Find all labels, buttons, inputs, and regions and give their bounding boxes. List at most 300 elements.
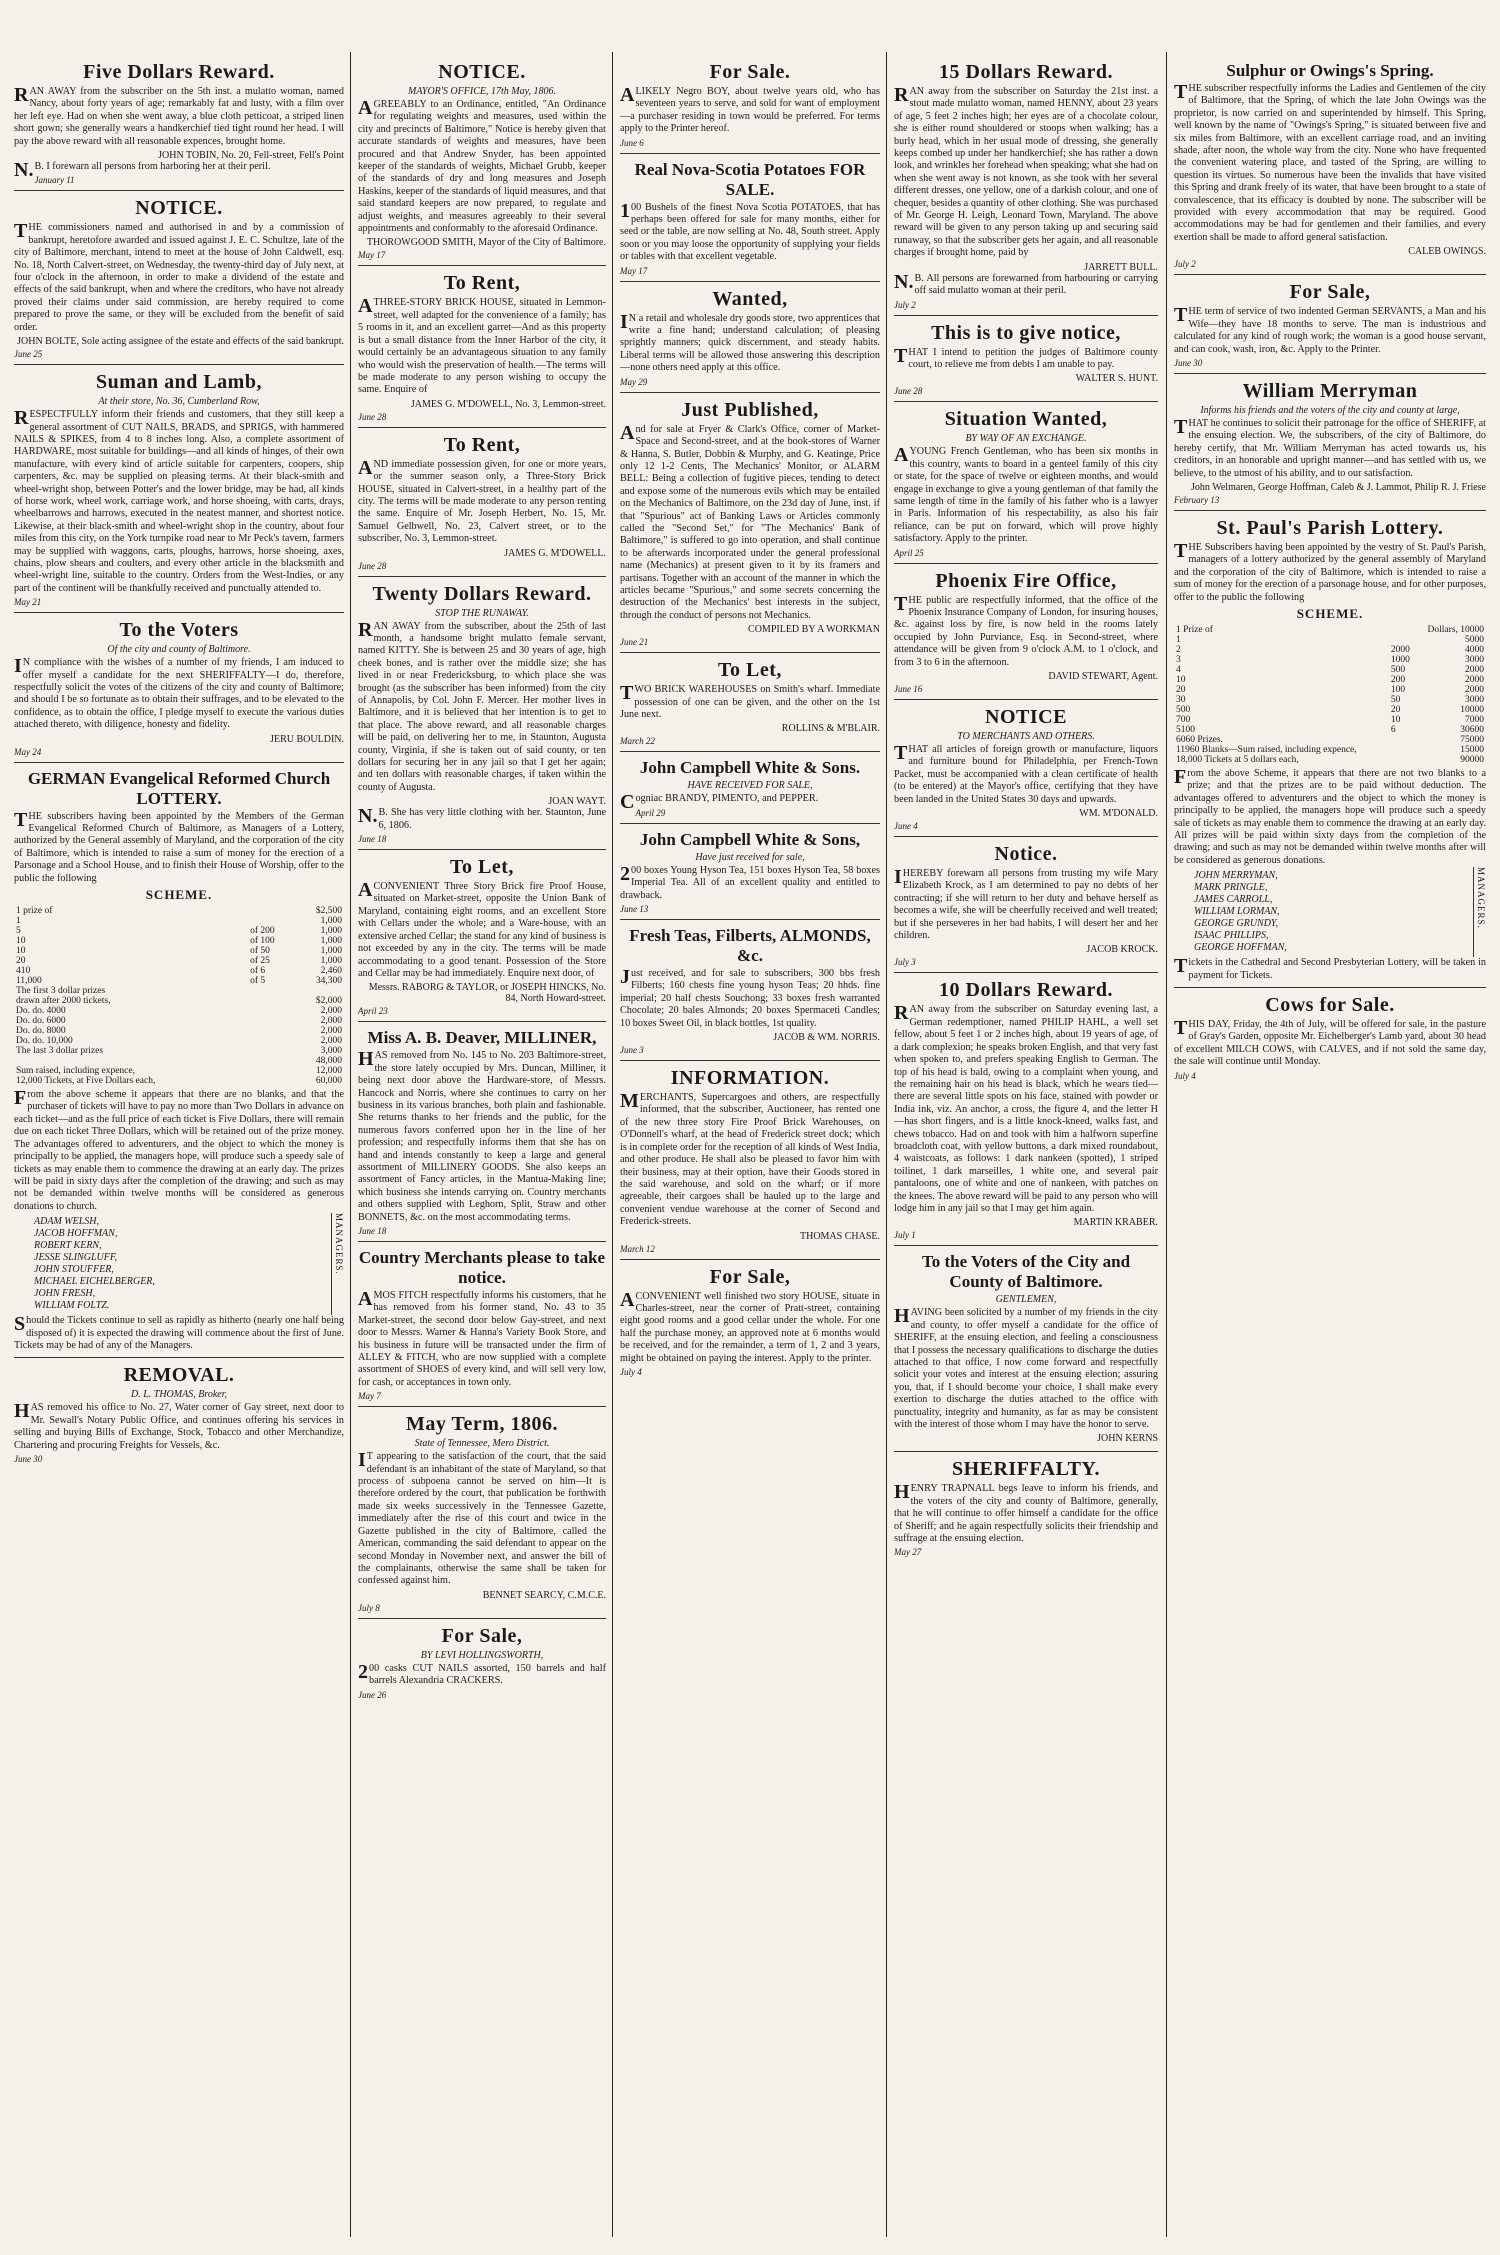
ad-signature: BENNET SEARCY, C.M.C.E.: [482, 1589, 606, 1601]
ad-title: INFORMATION.: [670, 1067, 830, 1090]
ad-date: May 24: [14, 746, 42, 757]
ad-title: Country Merchants please to take notice.: [358, 1248, 606, 1287]
ad-body: HENRY TRAPNALL begs leave to inform his friends, and the voters of the city and county of Baltimore, generally, that he will continue to offer himself a candidate for the office of Sheriff; and he again respectfully solicits their friendship and suffrage at the ensuing election.: [894, 1481, 1158, 1545]
scheme-cell: 4: [1176, 664, 1181, 675]
ad-title: Wanted,: [712, 287, 788, 310]
ad-title: William Merryman: [1242, 379, 1418, 402]
advertisement: [620, 824, 880, 920]
advertisement: [1174, 374, 1486, 511]
manager-name: GEORGE GRUNDY,: [1194, 918, 1279, 930]
ad-dateline: [358, 250, 606, 260]
scheme-cell: 11960 Blanks—Sum raised, including expence,: [1176, 744, 1357, 755]
ad-title: Sulphur or Owings's Spring.: [1226, 61, 1434, 80]
advertisement: [358, 55, 606, 266]
advertisement: [894, 837, 1158, 973]
ad-subtitle: Have just received for sale,: [695, 851, 805, 863]
ad-signature: THOMAS CHASE.: [799, 1230, 880, 1242]
scheme-cell: 2,460: [320, 966, 342, 977]
ad-signature: THOROWGOOD SMITH, Mayor of the City of Baltimore.: [366, 237, 606, 249]
advertisement: [620, 55, 880, 154]
scheme-cell: drawn after 2000 tickets,: [16, 996, 111, 1007]
ad-dateline: [14, 1454, 344, 1464]
ad-date: June 13: [620, 904, 649, 915]
scheme-cell: Sum raised, including expence,: [16, 1066, 135, 1077]
ad-signature: ROLLINS & M'BLAIR.: [781, 723, 880, 735]
scheme-row: [1174, 755, 1486, 765]
ad-subtitle: Of the city and county of Baltimore.: [107, 644, 251, 656]
scheme-row: [1174, 645, 1486, 655]
ad-date: March 12: [620, 1243, 655, 1254]
ad-body: HAVING been solicited by a number of my friends in the city and county, to offer myself a candidate for the office of SHERIFF, at the ensuing election, and feeling a consciousness that I possess the necessary qualifications to discharge the duties attached to that office, I now come forward and respectfully solicit your votes and interest at the ensuing election; assuring you, that, if I should become your choice, I shall make every exertion to discharge the duties attached to the office with punctuality, integrity and humanity, as far as may be consistent with the interest of those whom I may have the honor to serve.: [894, 1305, 1158, 1431]
advertisement: [620, 1061, 880, 1259]
scheme-row: [14, 1066, 344, 1076]
manager-name: MICHAEL EICHELBERGER,: [34, 1276, 155, 1288]
scheme-cell: 5: [16, 926, 21, 937]
ad-signature: JOAN WAYT.: [548, 796, 606, 808]
scheme-cell: Do. do. 4000: [16, 1006, 66, 1017]
scheme-cell: 500: [1176, 704, 1191, 715]
scheme-cell: [1389, 745, 1416, 755]
scheme-cell: 3,000: [320, 1046, 342, 1057]
ad-title: Phoenix Fire Office,: [935, 569, 1117, 592]
manager-name: ADAM WELSH,: [34, 1216, 99, 1228]
ad-body: ATHREE-STORY BRICK HOUSE, situated in Lemmon-street, well adapted for the convenience of a family; has 5 rooms in it, and an excellent garret—And as this property is but a small distance from the Inner Harbor of the city, it would certainly be an advantageous situation to any family who would wish the preservation of health.—The terms will be made moderate to any person wishing to occupy the same. Enquire of: [358, 295, 606, 396]
ad-subtitle: D. L. THOMAS, Broker,: [130, 1389, 227, 1401]
ad-dateline: [620, 1367, 880, 1377]
ad-body: HAS removed from No. 145 to No. 203 Baltimore-street, the store lately occupied by Mrs. Duncan, Milliner, it being next door above the Hardware-store, of Messrs. Hancock and Norris, where she continues to carry on her business in its various branches, both plain and fashionable. She returns thanks to her friends and the public, for the numerous favors conferred upon her in the line of her profession; and respectfully informs them that she has on hand and intends constantly to keep a large and general assortment of MILLINERY GOODS. She also keeps an assortment of Fancy articles, in the Mantua-Making line; which business she intends carrying on. Country merchants and others supplied with Leghorn, Split, Straw and other BONNETS, &c. on the most accommodating terms.: [358, 1048, 606, 1223]
ad-body: 200 boxes Young Hyson Tea, 151 boxes Hyson Tea, 58 boxes Imperial Tea. All of an excellent quality and entitled to drawback.: [620, 862, 880, 901]
manager-name: JESSE SLINGLUFF,: [34, 1252, 118, 1264]
scheme-cell: [248, 1056, 295, 1066]
advertisement: [358, 1242, 606, 1407]
ad-title: NOTICE: [985, 706, 1067, 728]
ad-dateline: [635, 808, 880, 818]
manager-name: WILLIAM FOLTZ.: [34, 1300, 110, 1312]
scheme-cell: [248, 986, 295, 996]
scheme-cell: 6060 Prizes.: [1176, 734, 1223, 745]
scheme-cell: 30: [1176, 694, 1186, 705]
advertisement: [1174, 275, 1486, 374]
scheme-cell: 1,000: [320, 926, 342, 937]
ad-title: Five Dollars Reward.: [83, 61, 275, 83]
scheme-cell: 200: [1390, 674, 1406, 685]
advertisement: [358, 266, 606, 427]
ad-dateline: [358, 1226, 606, 1236]
advertisement: [620, 282, 880, 393]
manager-name: ISAAC PHILLIPS,: [1194, 930, 1269, 942]
ad-date: June 4: [894, 821, 918, 832]
scheme-cell: 4000: [1465, 644, 1484, 655]
ad-title: SHERIFFALTY.: [951, 1458, 1101, 1481]
scheme-cell: Do. do. 6000: [16, 1016, 66, 1027]
scheme-cell: 2000: [1465, 664, 1484, 675]
prize-scheme-table: [1174, 625, 1486, 765]
ad-dateline: [14, 597, 344, 607]
ad-dateline: [14, 747, 344, 757]
ad-date: June 6: [620, 137, 644, 148]
ad-dateline: [620, 1244, 880, 1254]
ad-date: June 18: [358, 1226, 387, 1236]
ad-dateline: [620, 637, 880, 647]
advertisement: [14, 55, 344, 191]
ad-title: John Campbell White & Sons.: [639, 758, 861, 778]
column-1: [8, 55, 350, 2235]
advertisement: [894, 402, 1158, 563]
scheme-cell: 30600: [1460, 724, 1484, 735]
column-5: [1168, 55, 1492, 2235]
ad-date: May 17: [620, 265, 648, 276]
ad-dateline: [1174, 495, 1486, 505]
scheme-cell: [1389, 755, 1416, 765]
scheme-cell: 1000: [1390, 654, 1410, 665]
advertisement: [894, 700, 1158, 837]
ad-body: THE subscriber respectfully informs the Ladies and Gentlemen of the city of Baltimore, that the Spring, of which the late John Owings was the proprietor, is now carried on and superintended by himself. This Spring, well known by the name of "Owings's Spring," is situated between five and six miles from Baltimore, with an excellent carriage road, and an inviting shade, after noon, the whole way from the city. None who have frequented the convenient watering place, and tasted of the Spring, are willing to question its virtues. So numerous have been the invalids that have visited this Spring and drank freely of its water, that have been brought to a state of convalescence, that its efficacy is doubted by none. The subscriber will be provided with every accommodation that may be required. Good accommodations may be had for gentlemen and their families, and every exertion shall be made to afford general satisfaction.: [1174, 81, 1486, 243]
advertisement: [14, 191, 344, 365]
ad-body: ACONVENIENT well finished two story HOUSE, situate in Charles-street, near the corner of Pratt-street, containing eight good rooms and a good cellar under the whole. For one half the purchase money, an approved note at 6 months would be received, and for the remainder, a term of 1, 2 and 3 years, might be obtained on paying the interest. Apply to the printer.: [620, 1288, 880, 1364]
scheme-cell: 700: [1176, 714, 1191, 725]
ad-body: THAT I intend to petition the judges of Baltimore county court, to relieve me from debts I am unable to pay.: [894, 344, 1158, 370]
ad-date: June 28: [358, 411, 387, 422]
ad-body: RAN AWAY from the subscriber, about the 25th of last month, a handsome bright mulatto female servant, named KITTY. She is between 25 and 30 years of age, high cheek bones, and is rather over the middle size; she has lived in or near Fredericksburg, to which place she was brought (as the subscriber has been informed) from the city of Annapolis, by Col. John F. Mercer. Her mother lives in Baltimore, and it is believed that her intention is to get to that place. The above reward, and all reasonable charges will be paid, on delivering her to me, in Staunton, Augusta county, Virginia, if she is taken out of said county, or ten dollars for securing her in any jail so that I get her again; and ten dollars with reasonable charges, if taken within the county of Augusta.: [358, 618, 606, 793]
manager-name: WILLIAM LORMAN,: [1194, 906, 1280, 918]
scheme-row: [14, 976, 344, 986]
manager-name: GEORGE HOFFMAN,: [1194, 942, 1287, 954]
ad-title: Twenty Dollars Reward.: [372, 582, 592, 605]
manager-name: JAMES CARROLL,: [1194, 894, 1273, 906]
advertisement: [620, 752, 880, 823]
scheme-cell: [248, 1066, 295, 1076]
ad-title: NOTICE.: [135, 197, 223, 220]
scheme-row: [14, 996, 344, 1006]
scheme-cell: 2000: [1390, 644, 1410, 655]
ad-title: For Sale,: [709, 1265, 791, 1288]
scheme-row: [14, 1056, 344, 1066]
scheme-row: [14, 1036, 344, 1046]
ad-dateline: [1174, 259, 1486, 269]
scheme-row: [1174, 715, 1486, 725]
manager-name: JACOB HOFFMAN,: [34, 1228, 118, 1240]
scheme-cell: 10000: [1460, 704, 1484, 715]
ad-signature: John Welmaren, George Hoffman, Caleb & J. Lammot, Philip R. J. Friese: [1191, 481, 1486, 493]
advertisement: [358, 577, 606, 851]
scheme-cell: [248, 1036, 295, 1046]
scheme-cell: 2: [1176, 644, 1181, 655]
ad-dateline: [894, 1230, 1158, 1240]
scheme-cell: 1: [1176, 634, 1181, 645]
ad-body: AND immediate possession given, for one or more years, or the summer season only, a Three-Story Brick HOUSE, situated in Calvert-street, in a healthy part of the city. The terms will be made moderate to any person renting the same. Enquire of Mr. Joseph Herbert, No. 15, Mr. Samuel Gelbwell, No. 23, Calvert street, or to the subscriber, No. 3, Lemmon-street.: [358, 456, 606, 545]
scheme-row: [1174, 685, 1486, 695]
scheme-row: [14, 1046, 344, 1056]
ad-signature: JOHN TOBIN, No. 20, Fell-street, Fell's Point: [158, 150, 344, 162]
ad-title: To the Voters: [119, 619, 239, 642]
scheme-cell: 1,000: [320, 936, 342, 947]
ad-date: June 30: [1174, 357, 1203, 368]
scheme-cell: 75000: [1460, 734, 1484, 745]
ad-signature: JOHN KERNS: [1097, 1433, 1158, 1445]
manager-name: ROBERT KERN,: [34, 1240, 102, 1252]
ad-dateline: [358, 1006, 606, 1016]
ad-body: THE Subscribers having been appointed by the vestry of St. Paul's Parish, managers of a lottery authorized by the general assembly of Maryland and the corporation of the city of Baltimore, which is intended to raise a sum of money for the erection of a parsonage house, and for other purposes, offer to the public the following: [1174, 539, 1486, 603]
ad-note: N.B. She has very little clothing with her. Staunton, June 6, 1806.: [358, 805, 606, 831]
ad-title: For Sale,: [1289, 281, 1371, 304]
ad-dateline: [894, 821, 1158, 831]
managers-label: MANAGERS.: [1473, 867, 1486, 957]
advertisement: [620, 653, 880, 752]
scheme-cell: of 5: [250, 976, 266, 987]
ad-dateline: [894, 1547, 1158, 1557]
ad-signature: JOHN BOLTE, Sole acting assignee of the estate and effects of the said bankrupt.: [17, 336, 344, 348]
ad-note: Tickets in the Cathedral and Second Presbyterian Lottery, will be taken in payment for Tickets.: [1174, 955, 1486, 981]
scheme-cell: 1,000: [320, 956, 342, 967]
ad-body: RAN away from the subscriber on Saturday evening last, a German redemptioner, named PHILIP HAHL, a well set fellow, about 5 feet 1 or 2 inches high, about 19 years of age, of a dark complexion; he speaks broken English, and that very fast when spoken to, and prefers speaking English to German. The top of his head is bald, owing to a complaint when young, and the remaining hair on his head is black, which he wears tied—there are several little spots on his face, stained with powder or India ink, viz. An anchor, a cross, the figure 4, and the letter H—has short fingers, and is a little knock-kneed, walks fast, and chews tobacco. Had on and took with him a halfworn superfine broadcloth coat, with yellow buttons, a dark mixed roundabout, 4 waistcoats, as follows: 1 dark nankeen (spotted), 1 striped toilinet, 1 dark marseilles, 1 white one, and several pair pantaloons, one of white and one of nankeen, with patches on the knees. The above reward will be paid to any person who will lodge him in any jail so that I may get him again.: [894, 1002, 1158, 1214]
advertisement: [358, 428, 606, 577]
ad-body: ALIKELY Negro BOY, about twelve years old, who has seventeen years to serve, and sold for want of employment—a purchaser residing in town would be preferred. For terms apply to the Printer hereof.: [620, 84, 880, 135]
scheme-row: [14, 1016, 344, 1026]
ad-date: June 25: [14, 349, 43, 360]
ad-note: N.B. All persons are forewarned from harbouring or carrying off said mulatto woman at their peril.: [894, 270, 1158, 297]
ad-date: March 22: [620, 736, 655, 747]
scheme-row: [14, 1076, 344, 1086]
scheme-row: [1174, 695, 1486, 705]
ad-body: THIS DAY, Friday, the 4th of July, will be offered for sale, in the pasture of Gray's Garden, opposite Mr. Eichelberger's Lamb yard, about 30 head of excellent MILCH COWS, with CALVES, and if not sold the same day, the sale will continue until Monday.: [1174, 1017, 1486, 1068]
scheme-cell: 2000: [1465, 674, 1484, 685]
ad-signature: WALTER S. HUNT.: [1075, 373, 1158, 385]
ad-body: 200 casks CUT NAILS assorted, 150 barrels and half barrels Alexandria CRACKERS.: [358, 1660, 606, 1687]
scheme-cell: 10: [1390, 714, 1401, 725]
ad-date: July 4: [620, 1366, 642, 1377]
scheme-cell: 34,300: [315, 976, 342, 987]
advertisement: [894, 564, 1158, 700]
advertisement: [894, 55, 1158, 316]
scheme-cell: 10: [1176, 674, 1186, 685]
ad-signature: COMPILED BY A WORKMAN: [748, 624, 880, 636]
ad-dateline: [894, 300, 1158, 310]
ad-title: REMOVAL.: [123, 1364, 235, 1387]
ad-date: July 8: [358, 1602, 380, 1613]
ad-signature: DAVID STEWART, Agent.: [1048, 671, 1158, 682]
scheme-cell: $2,500: [315, 906, 342, 917]
scheme-title: SCHEME.: [1296, 605, 1364, 621]
scheme-cell: of 6: [250, 966, 266, 977]
scheme-cell: [248, 1046, 295, 1056]
scheme-cell: 10: [16, 946, 26, 957]
scheme-cell: 18,000 Tickets at 5 dollars each,: [1176, 754, 1299, 765]
scheme-cell: 6: [1390, 724, 1396, 735]
ad-body: Just received, and for sale to subscribers, 300 bbs fresh Filberts; 160 chests fine young hyson Teas; 20 hhds. fine imperial; 20 half chests Souchong; 33 boxes fresh warranted Chocolate; 20 bales Almonds; 20 boxes Spermaceti Candles; 10 boxes Sweet Oil, in black bottles, 1st quality.: [620, 966, 880, 1029]
scheme-cell: 2,000: [320, 1016, 342, 1027]
ad-dateline: [620, 138, 880, 148]
ad-dateline: [1174, 358, 1486, 368]
managers-label: MANAGERS.: [331, 1213, 344, 1315]
ad-signature: JAMES G. M'DOWELL.: [504, 547, 606, 559]
ad-body: RAN AWAY from the subscriber on the 5th inst. a mulatto woman, named Nancy, about forty years of age; remarkably fat and lusty, with a film over her left eye. Had on when she went away, a blue cloth petticoat, a striped linen short gown; she generally wears a handkerchief tied tight round her head. I will pay the above reward with all reasonable expences, brought home.: [14, 84, 344, 147]
ad-subtitle: At their store, No. 36, Cumberland Row,: [98, 396, 260, 408]
scheme-cell: 50: [1390, 694, 1401, 705]
ad-dateline: [358, 412, 606, 422]
advertisement: [14, 763, 344, 1359]
ad-subtitle: BY LEVI HOLLINGSWORTH,: [420, 1649, 544, 1661]
scheme-cell: [1389, 635, 1416, 645]
ad-signature: Messrs. RABORG & TAYLOR, or JOSEPH HINCKS, No. 84, North Howard-street.: [368, 982, 606, 1005]
scheme-cell: 500: [1390, 664, 1406, 675]
advertisement: [620, 154, 880, 282]
scheme-row: [1174, 735, 1486, 745]
scheme-cell: 7000: [1465, 714, 1484, 725]
scheme-cell: 3: [1176, 654, 1181, 665]
scheme-cell: [248, 1076, 295, 1086]
ad-body: And for sale at Fryer & Clark's Office, corner of Market-Space and Second-street, and at the book-stores of Warner & Hanna, S. Butler, Dobbin & Murphy, and G. Keatinge, Price only 12 1-2 Cents, The Mechanics' Monitor, or ALARM BELL: Being a collection of fugitive pieces, tending to detect and expose some of the numerous evils which may be entailed on the Mechanics of Baltimore, on the 23d day of June, inst. if that "Spurious" act of Banking Laws or Articles commonly called the "Second Set," for "The Mechanics' Bank of Baltimore," is suffered to go into operation, and shall continue to be afterwards incorporated under the general professional name (Mechanics) at present given to it by its framers and partisans. Together with an account of the manner in which the articles became "Spurious," and some secrets concerning the destruction of the Mechanics' best interests in the subject, through the conduct of persons not Mechanics.: [620, 421, 880, 621]
ad-signature: JARRETT BULL.: [1084, 261, 1158, 273]
advertisement: [620, 920, 880, 1061]
ad-date: June 18: [358, 834, 387, 845]
scheme-cell: of 100: [250, 936, 275, 947]
ad-date: July 2: [894, 299, 916, 310]
scheme-cell: 20: [1176, 684, 1186, 695]
ad-dateline: [620, 904, 880, 914]
ad-title: Miss A. B. Deaver, MILLINER,: [367, 1028, 597, 1048]
ad-body: THE term of service of two indented German SERVANTS, a Man and his Wife—they have 18 months to serve. The man is industrious and calculated for any kind of rough work; the woman is a good house servant, and can cook, wash, iron, &c. Apply to the Printer.: [1174, 304, 1486, 355]
ad-subtitle: State of Tennessee, Mero District.: [414, 1438, 550, 1450]
ad-dateline: [34, 175, 344, 185]
ad-body: THAT he continues to solicit their patronage for the office of SHERIFF, at the ensuing election. We, the subscribers, of the city of Baltimore, do hereby certify, that Mr. William Merryman has acted towards us, his creditors, in an honorable and upright manner—and has settled with us, we believe, to the utmost of his ability, and to our satisfaction.: [1174, 415, 1486, 479]
ad-body-continued: From the above Scheme, it appears that there are not two blanks to a prize; and that the prizes are to be paid without deduction. The advantages offered to adventurers and the object to which the money is principally to be applied, the managers hope will produce such a speedy sale of tickets as may enable them to commence the drawing at an early day. All prizes will be paid within sixty days from the completion of the drawing; and such as may not be demanded within twelve months after will be considered as generous donations.: [1174, 765, 1486, 866]
prize-scheme-table: [14, 906, 344, 1086]
ad-title: Real Nova-Scotia Potatoes FOR SALE.: [634, 159, 866, 199]
scheme-row: [14, 1026, 344, 1036]
ad-date: June 21: [620, 637, 649, 648]
advertisement: [358, 1022, 606, 1242]
scheme-cell: 5000: [1465, 634, 1484, 645]
ad-dateline: [894, 957, 1158, 967]
scheme-cell: [248, 1006, 295, 1016]
ad-body: 100 Bushels of the finest Nova Scotia POTATOES, that has perhaps been offered for sale for many months, either for seed or the table, are now selling at No. 48, South street. Apply soon or you may loose the opportunity of supplying your fields or tables with that excellent vegetable.: [620, 199, 880, 263]
ad-body: ACONVENIENT Three Story Brick fire Proof House, situated on Market-street, opposite the Union Bank of Maryland, containing eight rooms, and an excellent Store with Cellars under the whole; and a Ware-house, with an extensive arched Cellar; the stand for any kind of business is not exceeded by any in the city. The terms will be made accommodating to a good tenant. Possession of the Store and Cellar may be had immediately. Enquire next door, of: [358, 879, 606, 979]
scheme-cell: 1,000: [320, 916, 342, 927]
ad-note: Should the Tickets continue to sell as rapidly as hitherto (nearly one half being disposed of) it is expected the drawing will commence about the first of June. Tickets may be had of any of the Managers.: [14, 1313, 344, 1351]
ad-dateline: [894, 684, 1158, 694]
scheme-cell: 2,000: [320, 1006, 342, 1017]
ad-date: July 3: [894, 957, 916, 968]
scheme-row: [14, 906, 344, 916]
scheme-row: [1174, 725, 1486, 735]
scheme-cell: 2000: [1465, 684, 1484, 695]
ad-body: RAN away from the subscriber on Saturday the 21st inst. a stout made mulatto woman, named HENNY, about 23 years of age, 5 feet 2 inches high; her eyes are of a chocolate colour, she is either round shouldered or stoops when walking; has a burly head, which in her usual mode of dressing, she generally keeps combed up under her handkerchief; she has rather a down look, and wrinkles her forehead when speaking; what she had on when she went away is not known, as she took with her several different dresses, one yellow, one of a darkish colour, and one of chequer, besides a quantity of other clothing. She was purchased of Mr. George H. Leigh, Leonard Town, Maryland. The above reward will be given to any person taking up and securing said runaway, so that the subscriber gets her again, and all reasonable charges if brought home, paid by: [894, 84, 1158, 259]
ad-note: N.B. I forewarn all persons from harboring her at their peril.: [14, 159, 271, 182]
ad-date: February 13: [1174, 494, 1220, 505]
advertisement: [894, 316, 1158, 403]
ad-body-continued: From the above scheme it appears that there are no blanks, and that the purchaser of tickets will have to pay no more than Two Dollars in advance on each ticket—and as the full price of each ticket is Five Dollars, there will remain due on each ticket Three Dollars, which will be retained out of the prize money. The advantages offered to adventurers, and the object to which the money is principally to be applied, the managers hope, will produce such a speedy sale of tickets as may enable them to commence the drawing at an early day. The prizes will be paid in sixty days after the completion of the drawing; and such as may not be demanded within twelve months will be considered as generous donations to church.: [14, 1087, 344, 1212]
ad-subtitle: STOP THE RUNAWAY.: [435, 607, 529, 619]
scheme-cell: 410: [16, 966, 31, 977]
ad-title: To Rent,: [443, 433, 521, 456]
scheme-cell: [1389, 735, 1416, 745]
ad-date: July 2: [1174, 259, 1196, 270]
ad-title: 10 Dollars Reward.: [939, 979, 1113, 1002]
scheme-cell: 20: [16, 956, 26, 967]
scheme-row: [14, 916, 344, 926]
ad-dateline: [620, 377, 880, 387]
advertisement: [894, 1452, 1158, 1562]
ad-body: Cogniac BRANDY, PIMENTO, and PEPPER.: [620, 791, 819, 814]
scheme-title: SCHEME.: [145, 887, 213, 903]
scheme-cell: [248, 1026, 295, 1036]
ad-title: For Sale,: [441, 1624, 523, 1647]
ad-date: July 4: [1174, 1070, 1196, 1081]
scheme-row: [1174, 705, 1486, 715]
manager-name: JOHN FRESH,: [34, 1288, 96, 1300]
ad-subtitle: TO MERCHANTS AND OTHERS.: [957, 731, 1095, 742]
ad-title: GERMAN Evangelical Reformed Church LOTTERY.: [27, 768, 331, 808]
ad-dateline: [358, 561, 606, 571]
scheme-cell: 10: [16, 936, 26, 947]
ad-date: May 29: [620, 376, 648, 387]
ad-dateline: [620, 266, 880, 276]
scheme-row: [14, 1006, 344, 1016]
scheme-row: [1174, 625, 1486, 635]
ad-title: 15 Dollars Reward.: [939, 61, 1113, 83]
ad-subtitle: Informs his friends and the voters of the city and county at large,: [1200, 404, 1460, 416]
advertisement: [358, 850, 606, 1022]
ad-dateline: [358, 1391, 606, 1401]
advertisement: [620, 1260, 880, 1382]
ad-subtitle: MAYOR'S OFFICE, 17th May, 1806.: [408, 86, 556, 97]
column-rule: [1166, 52, 1167, 2237]
ad-title: St. Paul's Parish Lottery.: [1216, 516, 1444, 539]
scheme-row: [1174, 745, 1486, 755]
ad-date: May 21: [14, 597, 42, 608]
ad-date: April 25: [894, 547, 924, 558]
ad-signature: JACOB & WM. NORRIS.: [773, 1032, 880, 1044]
scheme-cell: 3000: [1465, 694, 1484, 705]
advertisement: [358, 1619, 606, 1705]
ad-body: RESPECTFULLY inform their friends and customers, that they still keep a general assortment of CUT NAILS, BRADS, and SPRIGS, with hammered NAILS & SPIKES, from 4 to 8 inches long. Also, a complete assortment of HARDWARE, most suitable for buildings—and all kinds of hinges, of their own manufacture, with every kind of article suitable for carpenters, coopers, ship carpenters, &c. may be supplied on pleasing terms. At their black-smith and wheel-wright shop, between Potter's and the lower bridge, may be had, all kinds of horse work, wheel work, carriage work, and horse shoeing, with carts, drays, wheelbarrows and harrows, executed in the neatest manner, and shortest notice. Likewise, at their black-smith and wheel-wright shop in the country, about four miles from this city, on the York turnpike road near to Mr Peck's tavern, farmers may be supplied with waggons, carts, ploughs, harrows, horse shoeing, axes, chains, plow shears and coulters, and every other article in the blacksmith and wheel-wright line, suitable to the country. Orders from the West-Indies, or any part of the continent will be thankfully received and punctually attended to.: [14, 407, 344, 594]
ad-body: THE public are respectfully informed, that the office of the Phoenix Insurance Company of London, for insuring houses, &c. against loss by fire, is now held in the rooms lately occupied by John Purviance, Esq. in Second-street, where attendance will be given from 9 o'clock A.M. to 1 o'clock, and from 3 to 6 in the afternoon.: [894, 592, 1158, 668]
scheme-row: [1174, 665, 1486, 675]
ad-date: April 23: [358, 1006, 388, 1017]
column-3: [614, 55, 886, 2235]
ad-body: AMOS FITCH respectfully informs his customers, that he has removed from his former stand, No. 43 to 35 Market-street, the second door below Gay-street, and next door to Messrs. Warner & Hanna's Variety Book Store, and his business in future will be transacted under the firm of ALLEY & FITCH, who are now supplied with a complete assortment of SHOES of every kind, and will sell very low, for cash, or acceptances in town only.: [358, 1288, 606, 1388]
ad-dateline: [620, 736, 880, 746]
ad-date: May 17: [358, 250, 386, 261]
scheme-cell: The first 3 dollar prizes: [16, 986, 106, 997]
scheme-cell: [295, 986, 344, 996]
scheme-row: [14, 946, 344, 956]
ad-date: May 27: [894, 1547, 922, 1558]
scheme-cell: 1: [16, 916, 21, 927]
ad-body: IN compliance with the wishes of a number of my friends, I am induced to offer myself a candidate for the next SHERIFFALTY—I do, therefore, respectfully solicit the votes of the citizens of the city and county of Baltimore; and should I be so fortunate as to obtain their suffrages, and to be elevated to the confidence, as to obtain the office, I pledge myself to execute the various duties attached thereto, with diligence, honesty and fidelity.: [14, 655, 344, 731]
column-rule: [612, 52, 613, 2237]
scheme-row: [1174, 655, 1486, 665]
ad-signature: CALEB OWINGS.: [1408, 246, 1486, 258]
ad-title: For Sale.: [709, 61, 791, 83]
ad-title: Situation Wanted,: [944, 408, 1108, 431]
advertisement: [1174, 511, 1486, 988]
ad-body: IHEREBY forewarn all persons from trusting my wife Mary Elizabeth Krock, as I am determined to pay no debts of her contracting; if she will return to her duty and behave herself as becomes a wife, she will be cheerfully received and well treated; but if she perseveres in her bad habits, I will desert her and her children.: [894, 866, 1158, 942]
manager-name: MARK PRINGLE,: [1194, 882, 1268, 894]
ad-dateline: [358, 1603, 606, 1613]
manager-name: JOHN STOUFFER,: [34, 1264, 114, 1276]
ad-title: Just Published,: [681, 398, 819, 421]
ad-body: HAS removed his office to No. 27, Water corner of Gay street, next door to Mr. Sewall's Notary Public Office, and continues offering his services in selling and buying Bills of Exchange, Stock, Tobacco and other Merchandize, Chartering and procuring Freights for Vessels, &c.: [14, 1400, 344, 1451]
scheme-cell: 2,000: [320, 1036, 342, 1047]
ad-date: July 1: [894, 1230, 916, 1241]
advertisement: [14, 365, 344, 613]
scheme-cell: 12,000: [315, 1066, 342, 1077]
ad-signature: JACOB KROCK.: [1086, 944, 1158, 956]
scheme-cell: $2,000: [315, 996, 342, 1007]
ad-title: To Rent,: [443, 272, 521, 295]
advertisement: [894, 973, 1158, 1246]
